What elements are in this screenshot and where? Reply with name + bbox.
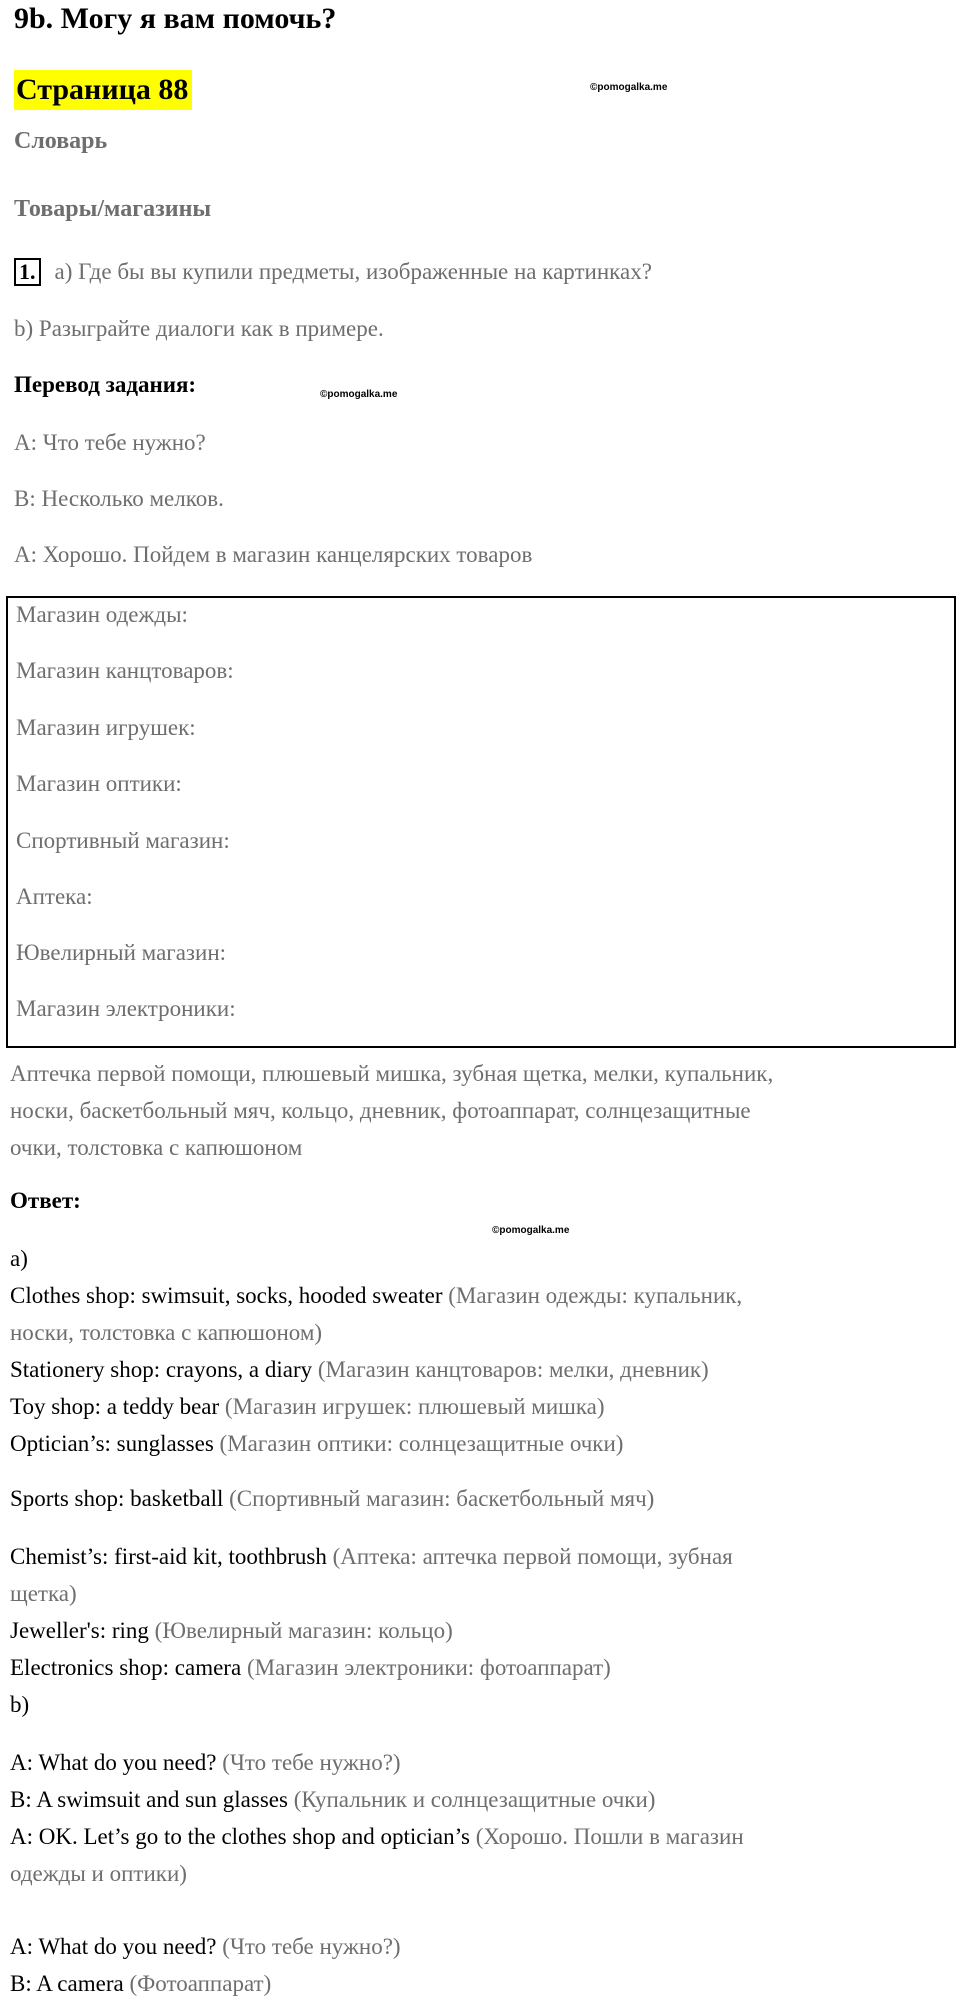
items-line: очки, толстовка с капюшоном <box>10 1135 303 1160</box>
shop-item: Аптека: <box>16 884 93 909</box>
items-line: Аптечка первой помощи, плюшевый мишка, зубная щетка, мелки, купальник, <box>10 1061 774 1086</box>
task-part-a <box>14 258 652 286</box>
page-title: 9b. Могу я вам помочь? <box>14 2 337 35</box>
watermark: ©pomogalka.me <box>320 389 398 400</box>
items-list <box>10 1055 773 1166</box>
answer-b-line: A: OK. Let’s go to the clothes shop and optician’s (Хорошо. Пошли в магазин <box>10 1824 744 1849</box>
answer-a-line: Jeweller's: ring (Ювелирный магазин: кольцо) <box>10 1618 453 1643</box>
shop-item: Ювелирный магазин: <box>16 940 227 965</box>
answer-b-dialog-2 <box>10 1928 401 2002</box>
answer-a-line: Stationery shop: crayons, a diary (Магазин канцтоваров: мелки, дневник) <box>10 1357 709 1382</box>
answer-b-line: одежды и оптики) <box>10 1861 187 1886</box>
answer-label: Ответ: <box>10 1188 81 1213</box>
answer-a-line: Electronics shop: camera (Магазин электроники: фотоаппарат) <box>10 1655 611 1680</box>
answer-b-line: A: What do you need? (Что тебе нужно?) <box>10 1750 401 1775</box>
answer-a-line: Chemist’s: first-aid kit, toothbrush (Аптека: аптечка первой помощи, зубная <box>10 1544 733 1569</box>
answer-a-label: a) <box>10 1246 28 1271</box>
section-topic: Товары/магазины <box>14 196 212 222</box>
shop-item: Спортивный магазин: <box>16 828 230 853</box>
section-vocab: Словарь <box>14 128 108 154</box>
watermark: ©pomogalka.me <box>590 82 668 93</box>
shops-box <box>6 596 956 1048</box>
answer-a-rest <box>10 1538 733 1723</box>
shop-item: Магазин игрушек: <box>16 715 196 740</box>
answer-b-line: B: A swimsuit and sun glasses (Купальник и солнцезащитные очки) <box>10 1787 656 1812</box>
answer-a-sports <box>10 1480 654 1517</box>
answer-b-line: B: A camera (Фотоаппарат) <box>10 1971 272 1996</box>
shop-item: Магазин одежды: <box>16 602 188 627</box>
answer-a <box>10 1240 742 1462</box>
example-line-3: A: Хорошо. Пойдем в магазин канцелярских товаров <box>14 542 533 567</box>
example-line-2: B: Несколько мелков. <box>14 486 224 511</box>
shop-item: Магазин канцтоваров: <box>16 658 234 683</box>
translation-label: Перевод задания: <box>14 372 197 397</box>
items-line: носки, баскетбольный мяч, кольцо, дневник, фотоаппарат, солнцезащитные <box>10 1098 751 1123</box>
answer-a-line: Clothes shop: swimsuit, socks, hooded sweater (Магазин одежды: купальник, <box>10 1283 743 1308</box>
task-number-box: 1. <box>14 258 41 286</box>
page-number-heading: Страница 88 <box>14 70 192 110</box>
task-part-a-text: a) Где бы вы купили предметы, изображенные на картинках? <box>54 259 652 284</box>
answer-a-line: носки, толстовка с капюшоном) <box>10 1320 323 1345</box>
answer-a-line: Optician’s: sunglasses (Магазин оптики: солнцезащитные очки) <box>10 1431 624 1456</box>
answer-a-line: Sports shop: basketball (Спортивный магазин: баскетбольный мяч) <box>10 1486 655 1511</box>
answer-b-line: A: What do you need? (Что тебе нужно?) <box>10 1934 401 1959</box>
answer-a-line: Toy shop: a teddy bear (Магазин игрушек: плюшевый мишка) <box>10 1394 605 1419</box>
example-line-1: A: Что тебе нужно? <box>14 430 206 455</box>
shop-item: Магазин электроники: <box>16 996 236 1021</box>
task-part-b: b) Разыграйте диалоги как в примере. <box>14 316 384 341</box>
answer-b-dialog-1 <box>10 1744 744 1892</box>
watermark: ©pomogalka.me <box>492 1225 570 1236</box>
shop-item: Магазин оптики: <box>16 771 182 796</box>
answer-a-line: щетка) <box>10 1581 77 1606</box>
answer-b-label: b) <box>10 1692 30 1717</box>
